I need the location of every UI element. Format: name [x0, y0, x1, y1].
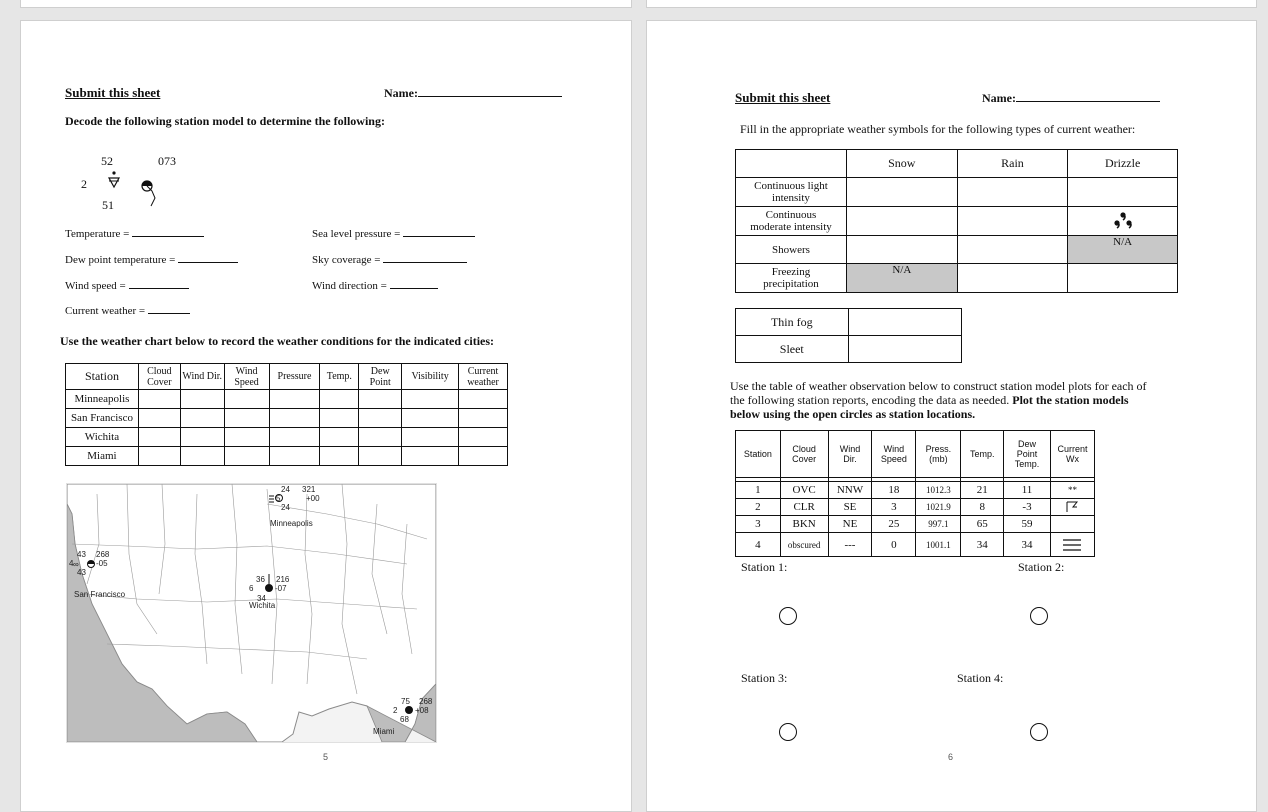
table-cell[interactable] — [138, 447, 180, 466]
col-cloud-cover: Cloud Cover — [138, 364, 180, 390]
name-label-text: Name: — [384, 86, 418, 100]
symbols-header-row — [736, 150, 1178, 178]
table-cell[interactable] — [459, 390, 508, 409]
row-showers: Showers — [736, 236, 847, 264]
table-row — [736, 533, 1095, 557]
wind-direction-blank[interactable] — [390, 278, 438, 289]
table-cell[interactable] — [269, 409, 320, 428]
table-row — [736, 236, 1178, 264]
obs-cell: ** — [1050, 482, 1094, 499]
obs-col-temp: Temp. — [961, 431, 1004, 478]
decode-instruction: Decode the following station model to determine the following: — [65, 114, 385, 128]
wind-speed-field — [65, 278, 189, 292]
freezing-snow-na: N/A — [846, 264, 957, 293]
obs-col-dew-point: Dew Point Temp. — [1004, 431, 1051, 478]
city-table-header-row — [66, 364, 508, 390]
miami-tend: +08 — [415, 706, 429, 715]
obs-col-wind-speed: Wind Speed — [872, 431, 916, 478]
table-cell[interactable] — [359, 447, 402, 466]
obs-cell: 3 — [872, 499, 916, 516]
obs-cell: 0 — [872, 533, 916, 557]
table-row — [736, 499, 1095, 516]
obs-cell: 8 — [961, 499, 1004, 516]
obs-cell: 65 — [961, 516, 1004, 533]
thunderstorm-icon — [1064, 501, 1080, 513]
col-drizzle: Drizzle — [1068, 150, 1178, 178]
row-station-miami: Miami — [66, 447, 139, 466]
table-cell[interactable] — [180, 409, 224, 428]
obs-cell: 997.1 — [916, 516, 961, 533]
chart-instruction: Use the weather chart below to record the weather conditions for the indicated cities: — [60, 334, 495, 348]
station-model-dewpoint: 51 — [102, 198, 114, 212]
showers-drizzle-na: N/A — [1068, 236, 1178, 264]
obs-cell — [1050, 516, 1094, 533]
wichita-pressure: 216 — [276, 575, 290, 584]
obs-instruction-bold: Plot the station models — [1012, 393, 1129, 407]
obs-cell: NE — [828, 516, 872, 533]
table-row — [736, 178, 1178, 207]
table-cell[interactable] — [138, 409, 180, 428]
table-cell[interactable] — [320, 390, 359, 409]
san-francisco-tend: -05 — [96, 559, 108, 568]
table-cell[interactable] — [848, 336, 961, 363]
wind-direction-label: Wind direction = — [312, 280, 387, 292]
submit-heading-2: Submit this sheet — [735, 90, 831, 105]
col-snow: Snow — [846, 150, 957, 178]
obs-cell: obscured — [780, 533, 828, 557]
table-cell[interactable] — [269, 428, 320, 447]
station-4-circle[interactable] — [1030, 723, 1048, 741]
table-cell[interactable] — [848, 309, 961, 336]
obs-instruction-line-2 — [730, 393, 1147, 407]
row-continuous-moderate: Continuous moderate intensity — [736, 207, 847, 236]
station-1-label: Station 1: — [741, 560, 788, 574]
col-temp: Temp. — [320, 364, 359, 390]
station-3-circle[interactable] — [779, 723, 797, 741]
row-station-minneapolis: Minneapolis — [66, 390, 139, 409]
table-cell[interactable] — [180, 428, 224, 447]
wind-speed-label: Wind speed = — [65, 280, 126, 292]
previous-page-right — [646, 0, 1257, 8]
station-model-temp: 52 — [101, 154, 113, 168]
fog-icon — [1061, 537, 1083, 553]
symbols-corner — [736, 150, 847, 178]
dew-point-label: Dew point temperature = — [65, 254, 176, 266]
symbols-instruction: Fill in the appropriate weather symbols for the following types of current weather: — [740, 122, 1136, 136]
obs-cell: 34 — [1004, 533, 1051, 557]
row-sleet: Sleet — [736, 336, 849, 363]
wichita-dew: 34 — [257, 594, 266, 603]
station-3-label: Station 3: — [741, 671, 788, 685]
current-weather-field — [65, 303, 190, 317]
name-blank-2 — [1016, 91, 1160, 102]
name-label-2 — [982, 91, 1160, 106]
table-row — [736, 207, 1178, 236]
table-cell[interactable] — [957, 178, 1068, 207]
obs-cell: 1021.9 — [916, 499, 961, 516]
table-cell[interactable] — [957, 236, 1068, 264]
minneapolis-pressure: 321 — [302, 485, 316, 494]
obs-cell: SE — [828, 499, 872, 516]
obs-cell: NNW — [828, 482, 872, 499]
table-row — [66, 447, 508, 466]
row-freezing: Freezing precipitation — [736, 264, 847, 293]
obs-cell: 3 — [736, 516, 781, 533]
page-number-5: 5 — [323, 752, 329, 762]
table-row — [736, 482, 1095, 499]
obs-cell: 1 — [736, 482, 781, 499]
minneapolis-label: Minneapolis — [270, 519, 313, 528]
miami-dew: 68 — [400, 715, 409, 724]
obs-cell — [1050, 499, 1094, 516]
station-2-circle[interactable] — [1030, 607, 1048, 625]
table-row — [736, 516, 1095, 533]
table-cell[interactable] — [1068, 178, 1178, 207]
table-cell[interactable] — [402, 447, 459, 466]
table-cell[interactable] — [320, 428, 359, 447]
table-cell[interactable] — [459, 428, 508, 447]
fog-sleet-table — [735, 308, 962, 363]
obs-cell: --- — [828, 533, 872, 557]
miami-pressure: 268 — [419, 697, 433, 706]
table-cell[interactable] — [359, 409, 402, 428]
wind-direction-field — [312, 278, 438, 292]
obs-cell: 18 — [872, 482, 916, 499]
col-dew-point: Dew Point — [359, 364, 402, 390]
sky-coverage-field — [312, 252, 467, 266]
col-rain: Rain — [957, 150, 1068, 178]
table-cell[interactable] — [1068, 264, 1178, 293]
sea-level-pressure-label: Sea level pressure = — [312, 228, 401, 240]
table-cell[interactable] — [138, 390, 180, 409]
san-francisco-temp: 43 — [77, 550, 86, 559]
col-current-weather: Current weather — [459, 364, 508, 390]
station-2-label: Station 2: — [1018, 560, 1065, 574]
col-wind-dir: Wind Dir. — [180, 364, 224, 390]
submit-heading: Submit this sheet — [65, 85, 161, 100]
wichita-vis: 6 — [249, 584, 254, 593]
table-cell[interactable] — [320, 409, 359, 428]
current-weather-label: Current weather = — [65, 305, 146, 317]
miami-label: Miami — [373, 727, 395, 736]
obs-col-station: Station — [736, 431, 781, 478]
table-row — [66, 390, 508, 409]
san-francisco-label: San Francisco — [74, 590, 126, 599]
obs-cell: 2 — [736, 499, 781, 516]
table-cell[interactable] — [180, 447, 224, 466]
minneapolis-dew: 24 — [281, 503, 290, 512]
table-row — [66, 428, 508, 447]
city-weather-table — [65, 363, 508, 466]
obs-col-press: Press. (mb) — [916, 431, 961, 478]
snow-shower-symbol — [109, 171, 119, 187]
dew-point-field — [65, 252, 238, 266]
name-label — [384, 86, 562, 101]
station-model-symbol — [104, 168, 164, 218]
miami-temp: 75 — [401, 697, 410, 706]
obs-cell: 34 — [961, 533, 1004, 557]
obs-cell: BKN — [780, 516, 828, 533]
wind-speed-blank[interactable] — [129, 278, 189, 289]
table-cell[interactable] — [402, 428, 459, 447]
table-cell[interactable] — [180, 390, 224, 409]
observation-table — [735, 430, 1095, 557]
wichita-label: Wichita — [249, 601, 276, 610]
col-wind-speed: Wind Speed — [224, 364, 269, 390]
row-station-wichita: Wichita — [66, 428, 139, 447]
obs-cell: 1001.1 — [916, 533, 961, 557]
sea-level-pressure-blank[interactable] — [403, 226, 475, 237]
obs-col-cloud-cover: Cloud Cover — [780, 431, 828, 478]
station-4-label: Station 4: — [957, 671, 1004, 685]
col-visibility: Visibility — [402, 364, 459, 390]
weather-symbols-table — [735, 149, 1178, 293]
us-weather-map — [66, 483, 437, 743]
moderate-drizzle-cell — [1068, 207, 1178, 236]
table-cell[interactable] — [846, 207, 957, 236]
table-cell[interactable] — [269, 447, 320, 466]
table-row — [736, 309, 962, 336]
row-thin-fog: Thin fog — [736, 309, 849, 336]
table-cell[interactable] — [957, 207, 1068, 236]
obs-col-current-wx: Current Wx — [1050, 431, 1094, 478]
obs-cell: 59 — [1004, 516, 1051, 533]
obs-cell: 4 — [736, 533, 781, 557]
minneapolis-tend: +00 — [306, 494, 320, 503]
obs-instruction — [730, 379, 1147, 421]
col-pressure: Pressure — [269, 364, 320, 390]
table-cell[interactable] — [402, 409, 459, 428]
obs-cell: -3 — [1004, 499, 1051, 516]
minneapolis-temp: 24 — [281, 485, 290, 494]
station-model-pressure: 073 — [158, 154, 176, 168]
table-cell[interactable] — [359, 390, 402, 409]
us-map-outline — [67, 484, 436, 742]
obs-cell: 21 — [961, 482, 1004, 499]
table-cell[interactable] — [224, 390, 269, 409]
table-cell[interactable] — [320, 447, 359, 466]
moderate-drizzle-icon — [1112, 209, 1134, 231]
previous-page-left — [20, 0, 632, 8]
table-cell[interactable] — [402, 390, 459, 409]
table-cell[interactable] — [224, 409, 269, 428]
row-station-san-francisco: San Francisco — [66, 409, 139, 428]
page-number-6: 6 — [948, 752, 954, 762]
station-1-circle[interactable] — [779, 607, 797, 625]
sky-coverage-blank[interactable] — [383, 252, 467, 263]
temperature-blank[interactable] — [132, 226, 204, 237]
obs-cell: 1012.3 — [916, 482, 961, 499]
name-label-text-2: Name: — [982, 91, 1016, 105]
name-blank — [418, 86, 562, 97]
table-cell[interactable] — [138, 428, 180, 447]
dew-point-blank[interactable] — [178, 252, 238, 263]
obs-cell: CLR — [780, 499, 828, 516]
wichita-tend: -07 — [275, 584, 287, 593]
row-continuous-light: Continuous light intensity — [736, 178, 847, 207]
obs-cell — [1050, 533, 1094, 557]
col-station: Station — [66, 364, 139, 390]
obs-header-row — [736, 431, 1095, 478]
current-weather-blank[interactable] — [148, 303, 190, 314]
table-cell[interactable] — [224, 428, 269, 447]
obs-col-wind-dir: Wind Dir. — [828, 431, 872, 478]
san-francisco-vis: 4 — [69, 559, 74, 568]
minneapolis-vis: 5 — [276, 494, 281, 503]
table-row — [736, 264, 1178, 293]
table-cell[interactable] — [957, 264, 1068, 293]
table-cell[interactable] — [459, 447, 508, 466]
temperature-label: Temperature = — [65, 228, 130, 240]
miami-vis: 2 — [393, 706, 398, 715]
obs-instruction-line-2-text: the following station reports, encoding the data as needed. — [730, 393, 1010, 407]
san-francisco-dew: 43 — [77, 568, 86, 577]
table-cell[interactable] — [224, 447, 269, 466]
station-circle — [142, 181, 155, 206]
obs-cell: 25 — [872, 516, 916, 533]
obs-instruction-line-1: Use the table of weather observation below to construct station model plots for each of — [730, 379, 1147, 393]
table-row — [736, 336, 962, 363]
san-francisco-pressure: 268 — [96, 550, 110, 559]
sky-coverage-label: Sky coverage = — [312, 254, 381, 266]
wichita-temp: 36 — [256, 575, 265, 584]
table-cell[interactable] — [269, 390, 320, 409]
table-cell[interactable] — [359, 428, 402, 447]
obs-cell: 11 — [1004, 482, 1051, 499]
sea-level-pressure-field — [312, 226, 475, 240]
table-cell[interactable] — [846, 178, 957, 207]
obs-instruction-line-3: below using the open circles as station locations. — [730, 407, 976, 421]
station-model-visibility: 2 — [81, 177, 87, 191]
table-cell[interactable] — [459, 409, 508, 428]
svg-text:∞: ∞ — [73, 560, 79, 569]
table-cell[interactable] — [846, 236, 957, 264]
temperature-field — [65, 226, 204, 240]
obs-cell: OVC — [780, 482, 828, 499]
table-row — [66, 409, 508, 428]
